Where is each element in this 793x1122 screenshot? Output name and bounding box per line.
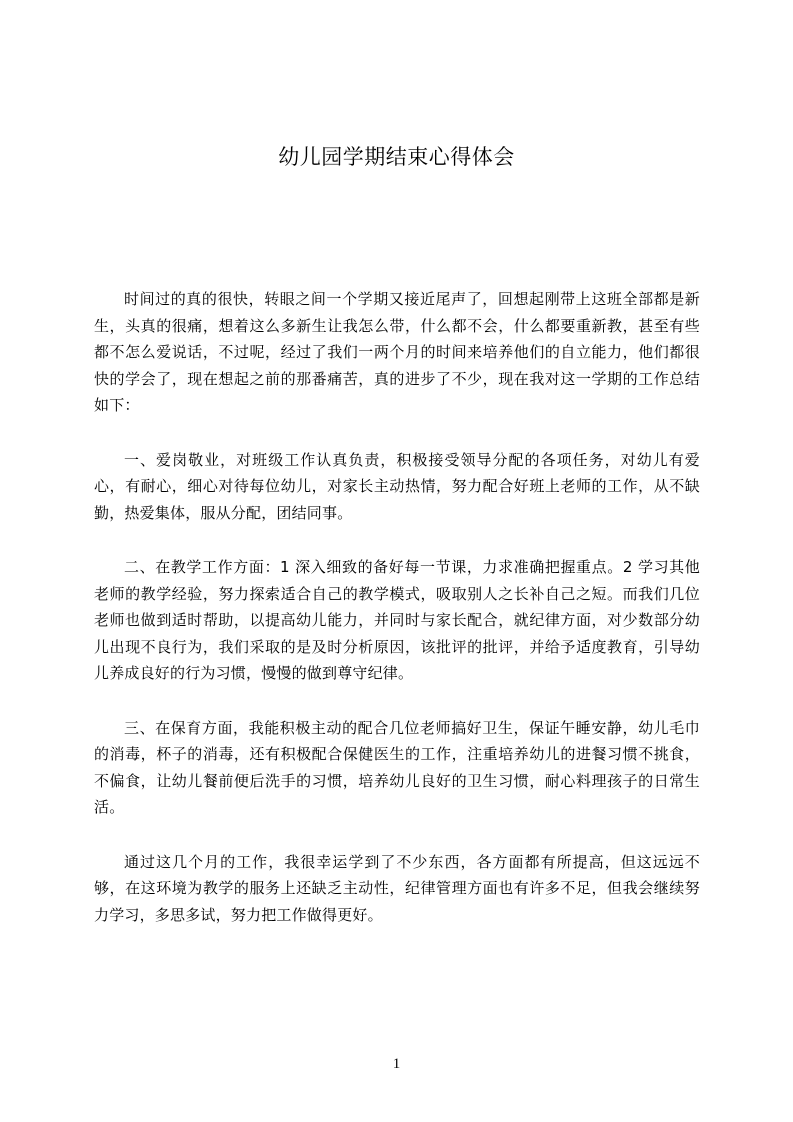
document-body [94, 286, 700, 956]
page-title: 幼儿园学期结束心得体会 [278, 145, 515, 169]
paragraph-section-2: 二、在教学工作方面：1 深入细致的备好每一节课，力求准确把握重点。2 学习其他老师的教学经验，努力探索适合自己的教学模式，吸取别人之长补自己之短。而我们几位老师也做到适时帮助，以提高幼儿能力，并同时与家长配合，就纪律方面，对少数部分幼儿出现不良行为，我们采取的是及时分析原因，该批评的批评，并给予适度教育，引导幼儿养成良好的行为习惯，慢慢的做到尊守纪律。 [94, 558, 700, 682]
paragraph-section-3: 三、在保育方面，我能积极主动的配合几位老师搞好卫生，保证午睡安静，幼儿毛巾的消毒，杯子的消毒，还有积极配合保健医生的工作，注重培养幼儿的进餐习惯不挑食，不偏食，让幼儿餐前便后洗手的习惯，培养幼儿良好的卫生习惯，耐心料理孩子的日常生活。 [94, 718, 700, 816]
paragraph-intro: 时间过的真的很快，转眼之间一个学期又接近尾声了，回想起刚带上这班全部都是新生，头真的很痛，想着这么多新生让我怎么带，什么都不会，什么都要重新教，甚至有些都不怎么爱说话，不过呢，经过了我们一两个月的时间来培养他们的自立能力，他们都很快的学会了，现在想起之前的那番痛苦，真的进步了不少，现在我对这一学期的工作总结如下： [94, 290, 700, 414]
paragraph-section-1: 一、爱岗敬业，对班级工作认真负责，积极接受领导分配的各项任务，对幼儿有爱心，有耐心，细心对待每位幼儿，对家长主动热情，努力配合好班上老师的工作，从不缺勤，热爱集体，服从分配，团结同事。 [94, 450, 700, 522]
page-number: 1 [392, 1056, 401, 1072]
paragraph-conclusion: 通过这几个月的工作，我很幸运学到了不少东西，各方面都有所提高，但这远远不够，在这环境为教学的服务上还缺乏主动性，纪律管理方面也有许多不足，但我会继续努力学习，多思多试，努力把工作做得更好。 [94, 852, 700, 924]
